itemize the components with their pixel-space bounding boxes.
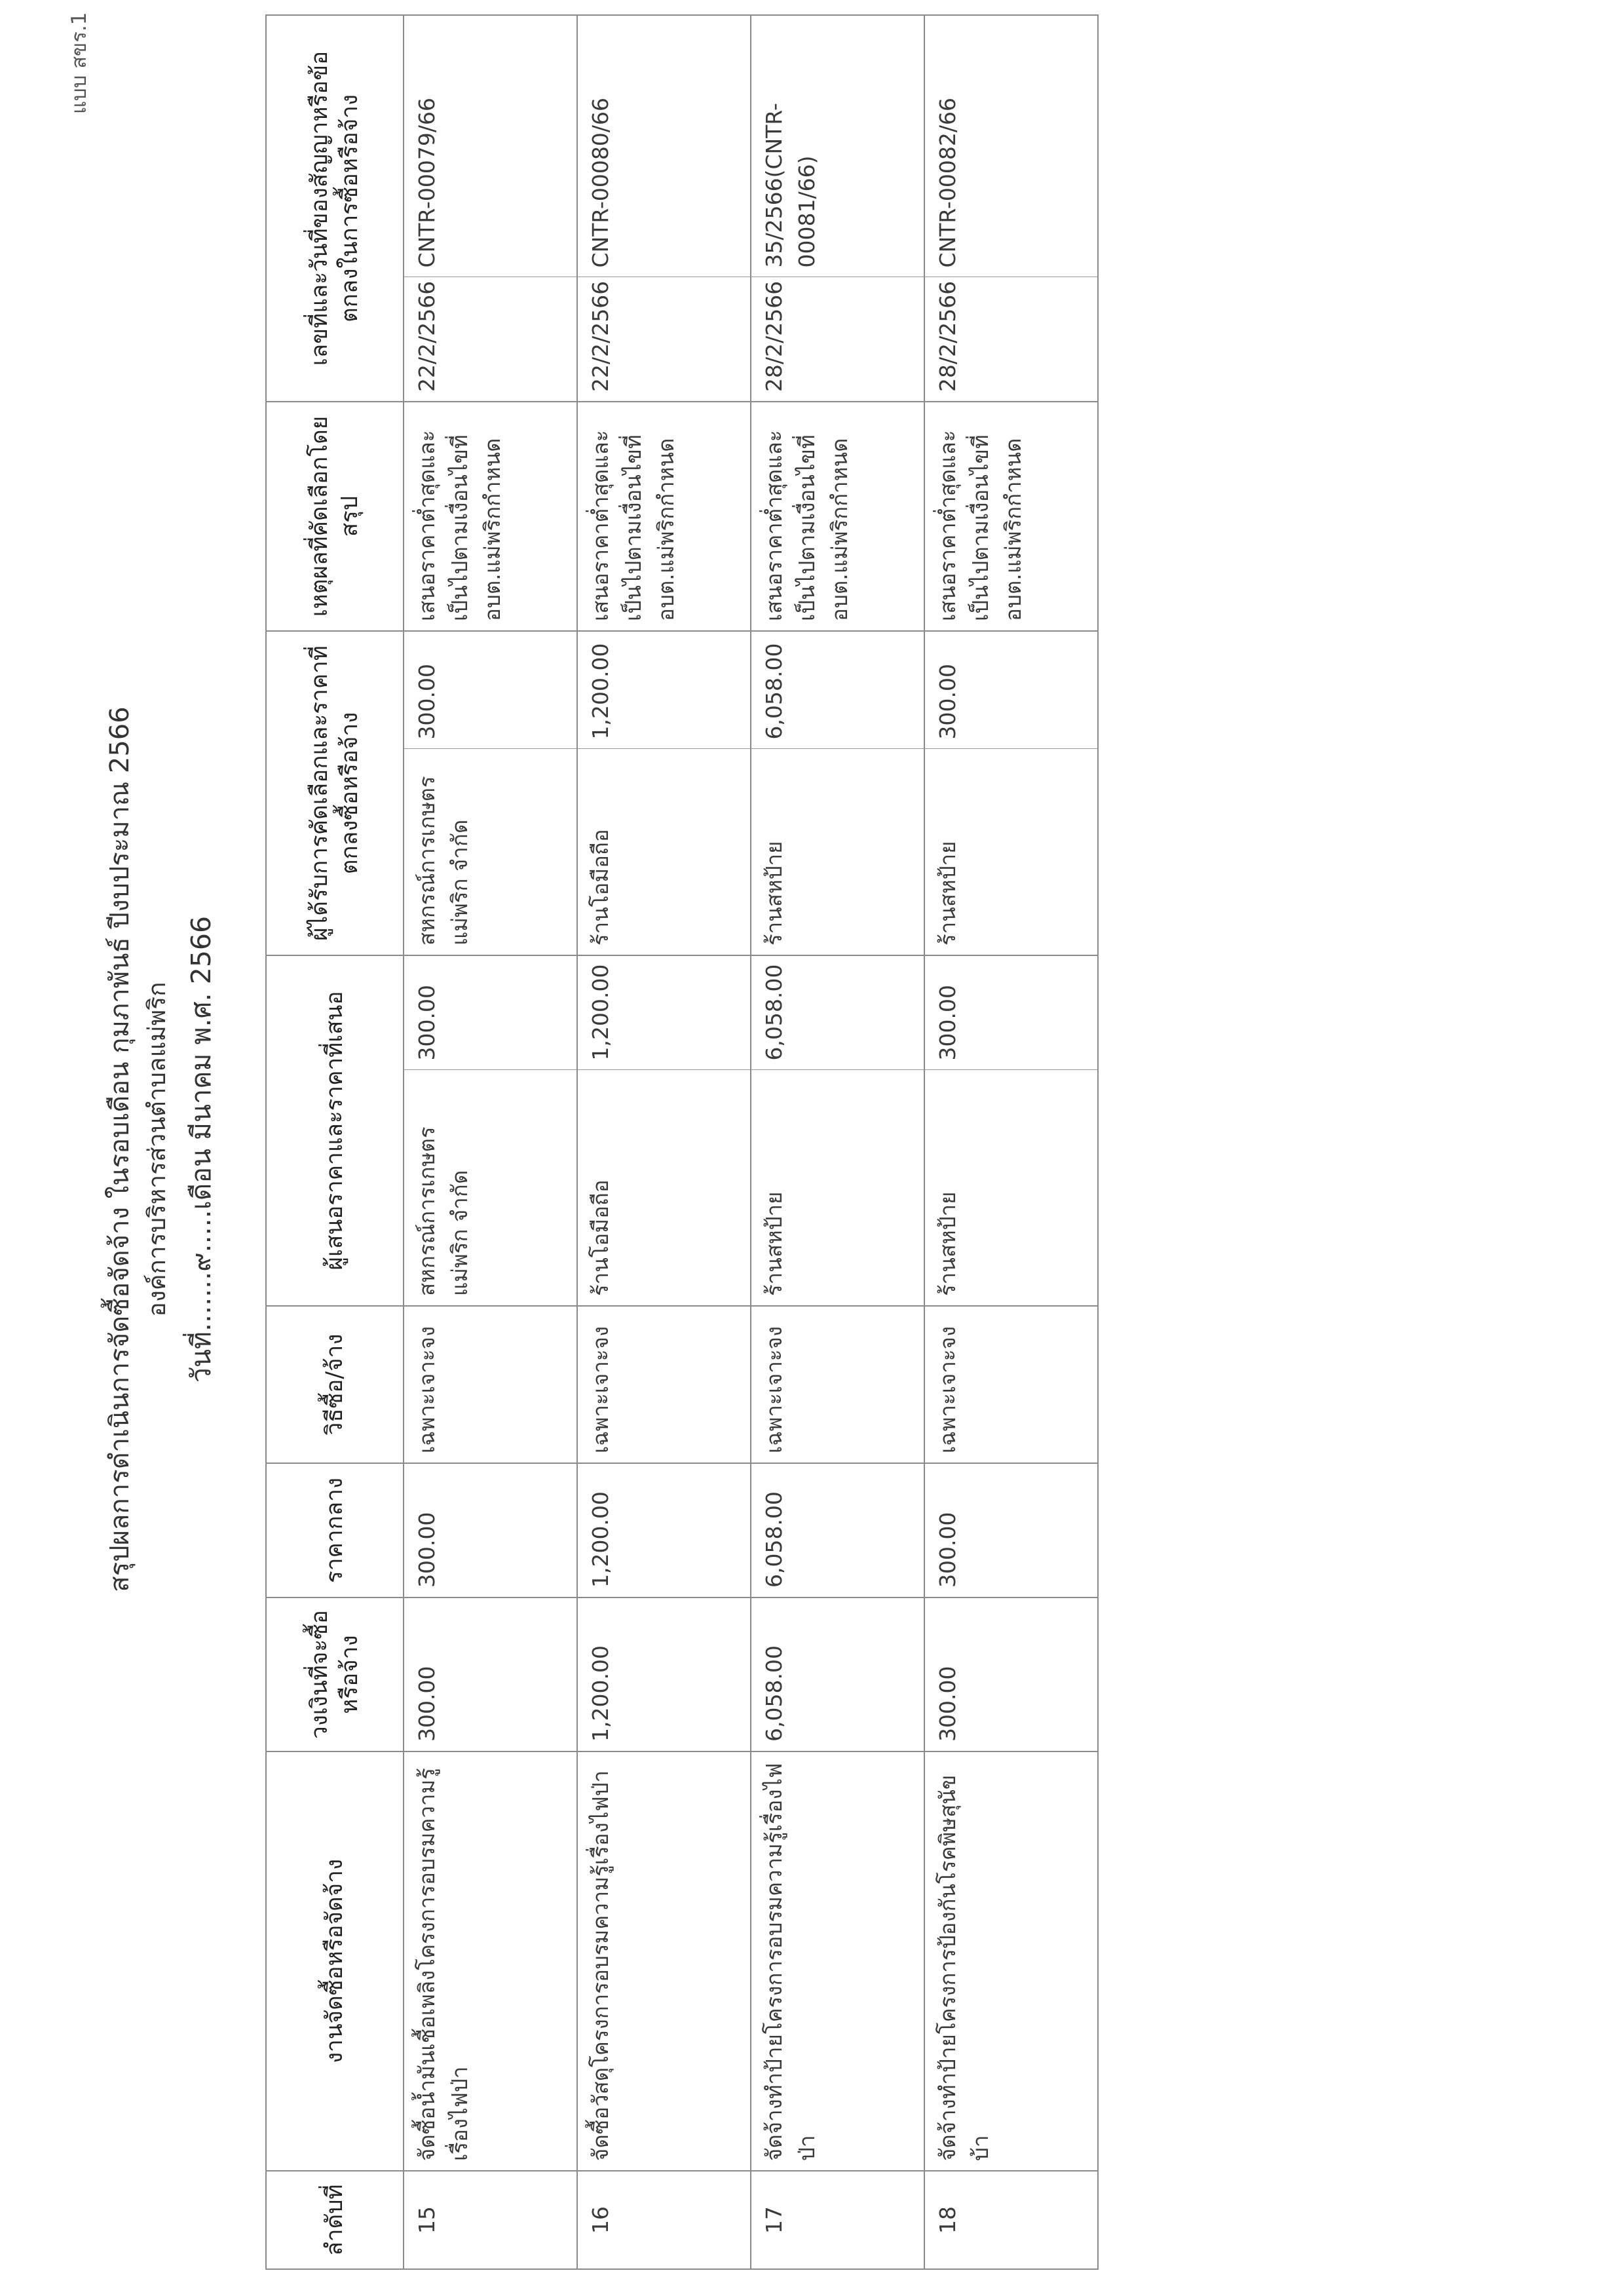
row-bidder-price: 6,058.00	[751, 955, 924, 1070]
row-winner-price: 6,058.00	[751, 631, 924, 749]
table-row	[751, 15, 924, 2269]
row-contract-date: 22/2/2566	[404, 277, 577, 402]
row-contract-date: 22/2/2566	[577, 277, 751, 402]
row-method: เฉพาะเจาะจง	[577, 1306, 751, 1463]
date-prefix: วันที่.......	[185, 1271, 217, 1383]
row-winner-name: ร้านสหป้าย	[751, 749, 924, 955]
row-budget: 6,058.00	[751, 1598, 924, 1751]
row-item: จัดซื้อน้ำมันเชื้อเพลิงโครงการอบรมความรู้เรื่องไฟป่า	[404, 1751, 577, 2171]
header-median-price: ราคากลาง	[266, 1463, 404, 1598]
row-winner-price: 300.00	[924, 631, 1098, 749]
row-reason: เสนอราคาต่ำสุดและเป็นไปตามเงื่อนไขที่อบต.แม่พริกกำหนด	[577, 402, 751, 631]
header-no: ลำดับที่	[266, 2171, 404, 2269]
date-suffix: .....เดือน มีนาคม พ.ศ. 2566	[185, 915, 217, 1253]
row-bidder-price: 1,200.00	[577, 955, 751, 1070]
row-no: 17	[751, 2171, 924, 2269]
row-bidder-name: ร้านสหป้าย	[751, 1070, 924, 1306]
row-contract-date: 28/2/2566	[924, 277, 1098, 402]
header-item: งานจัดซื้อหรือจัดจ้าง	[266, 1751, 404, 2171]
row-item: จัดซื้อวัสดุโครงการอบรมความรู้เรื่องไฟป่า	[577, 1751, 751, 2171]
organization-name: องค์การบริหารส่วนตำบลแม่พริก	[143, 982, 171, 1317]
row-bidder-price: 300.00	[404, 955, 577, 1070]
date-day-handwritten: ๙	[187, 1252, 217, 1272]
header-winner: ผู้ได้รับการคัดเลือกและราคาที่ตกลงซื้อหรือจ้าง	[266, 631, 404, 955]
row-contract-no: 35/2566(CNTR-00081/66)	[751, 15, 924, 277]
table-row	[404, 15, 577, 2269]
row-no: 18	[924, 2171, 1098, 2269]
row-winner-price: 300.00	[404, 631, 577, 749]
row-no: 15	[404, 2171, 577, 2269]
row-bidder-name: ร้านสหป้าย	[924, 1070, 1098, 1306]
header-reason: เหตุผลที่คัดเลือกโดยสรุป	[266, 402, 404, 631]
row-winner-price: 1,200.00	[577, 631, 751, 749]
row-item: จัดจ้างทำป้ายโครงการป้องกันโรคพิษสุนัขบ้า	[924, 1751, 1098, 2171]
row-bidder-name: สหกรณ์การเกษตรแม่พริก จำกัด	[404, 1070, 577, 1306]
row-median-price: 300.00	[404, 1463, 577, 1598]
row-median-price: 6,058.00	[751, 1463, 924, 1598]
row-bidder-price: 300.00	[924, 955, 1098, 1070]
row-reason: เสนอราคาต่ำสุดและเป็นไปตามเงื่อนไขที่อบต.แม่พริกกำหนด	[924, 402, 1098, 631]
header-budget: วงเงินที่จะซื้อหรือจ้าง	[266, 1598, 404, 1751]
row-contract-date: 28/2/2566	[751, 277, 924, 402]
row-reason: เสนอราคาต่ำสุดและเป็นไปตามเงื่อนไขที่อบต.แม่พริกกำหนด	[751, 402, 924, 631]
row-median-price: 1,200.00	[577, 1463, 751, 1598]
row-winner-name: ร้านสหป้าย	[924, 749, 1098, 955]
table-header-row	[266, 15, 404, 2269]
report-date	[180, 199, 223, 2099]
header-method: วิธีซื้อ/จ้าง	[266, 1306, 404, 1463]
row-budget: 1,200.00	[577, 1598, 751, 1751]
row-contract-no: CNTR-00080/66	[577, 15, 751, 277]
row-contract-no: CNTR-00079/66	[404, 15, 577, 277]
header-contract: เลขที่และวันที่ของสัญญาหรือข้อตกลงในการซื้อหรือจ้าง	[266, 15, 404, 402]
row-winner-name: สหกรณ์การเกษตรแม่พริก จำกัด	[404, 749, 577, 955]
row-method: เฉพาะเจาะจง	[404, 1306, 577, 1463]
form-code-label: แบบ สขร.1	[67, 12, 91, 114]
row-contract-no: CNTR-00082/66	[924, 15, 1098, 277]
table-row	[577, 15, 751, 2269]
row-budget: 300.00	[404, 1598, 577, 1751]
table-row	[924, 15, 1098, 2269]
row-method: เฉพาะเจาะจง	[751, 1306, 924, 1463]
row-reason: เสนอราคาต่ำสุดและเป็นไปตามเงื่อนไขที่อบต.แม่พริกกำหนด	[404, 402, 577, 631]
row-item: จัดจ้างทำป้ายโครงการอบรมความรู้เรื่องไฟป่า	[751, 1751, 924, 2171]
row-budget: 300.00	[924, 1598, 1098, 1751]
procurement-summary-table	[265, 14, 1099, 2270]
row-no: 16	[577, 2171, 751, 2269]
header-bidders: ผู้เสนอราคาและราคาที่เสนอ	[266, 955, 404, 1306]
row-median-price: 300.00	[924, 1463, 1098, 1598]
row-method: เฉพาะเจาะจง	[924, 1306, 1098, 1463]
row-winner-name: ร้านโอมือถือ	[577, 749, 751, 955]
row-bidder-name: ร้านโอมือถือ	[577, 1070, 751, 1306]
document-title: สรุปผลการดำเนินการจัดซื้อจัดจ้าง ในรอบเดือน กุมภาพันธ์ ปีงบประมาณ 2566	[105, 706, 135, 1592]
